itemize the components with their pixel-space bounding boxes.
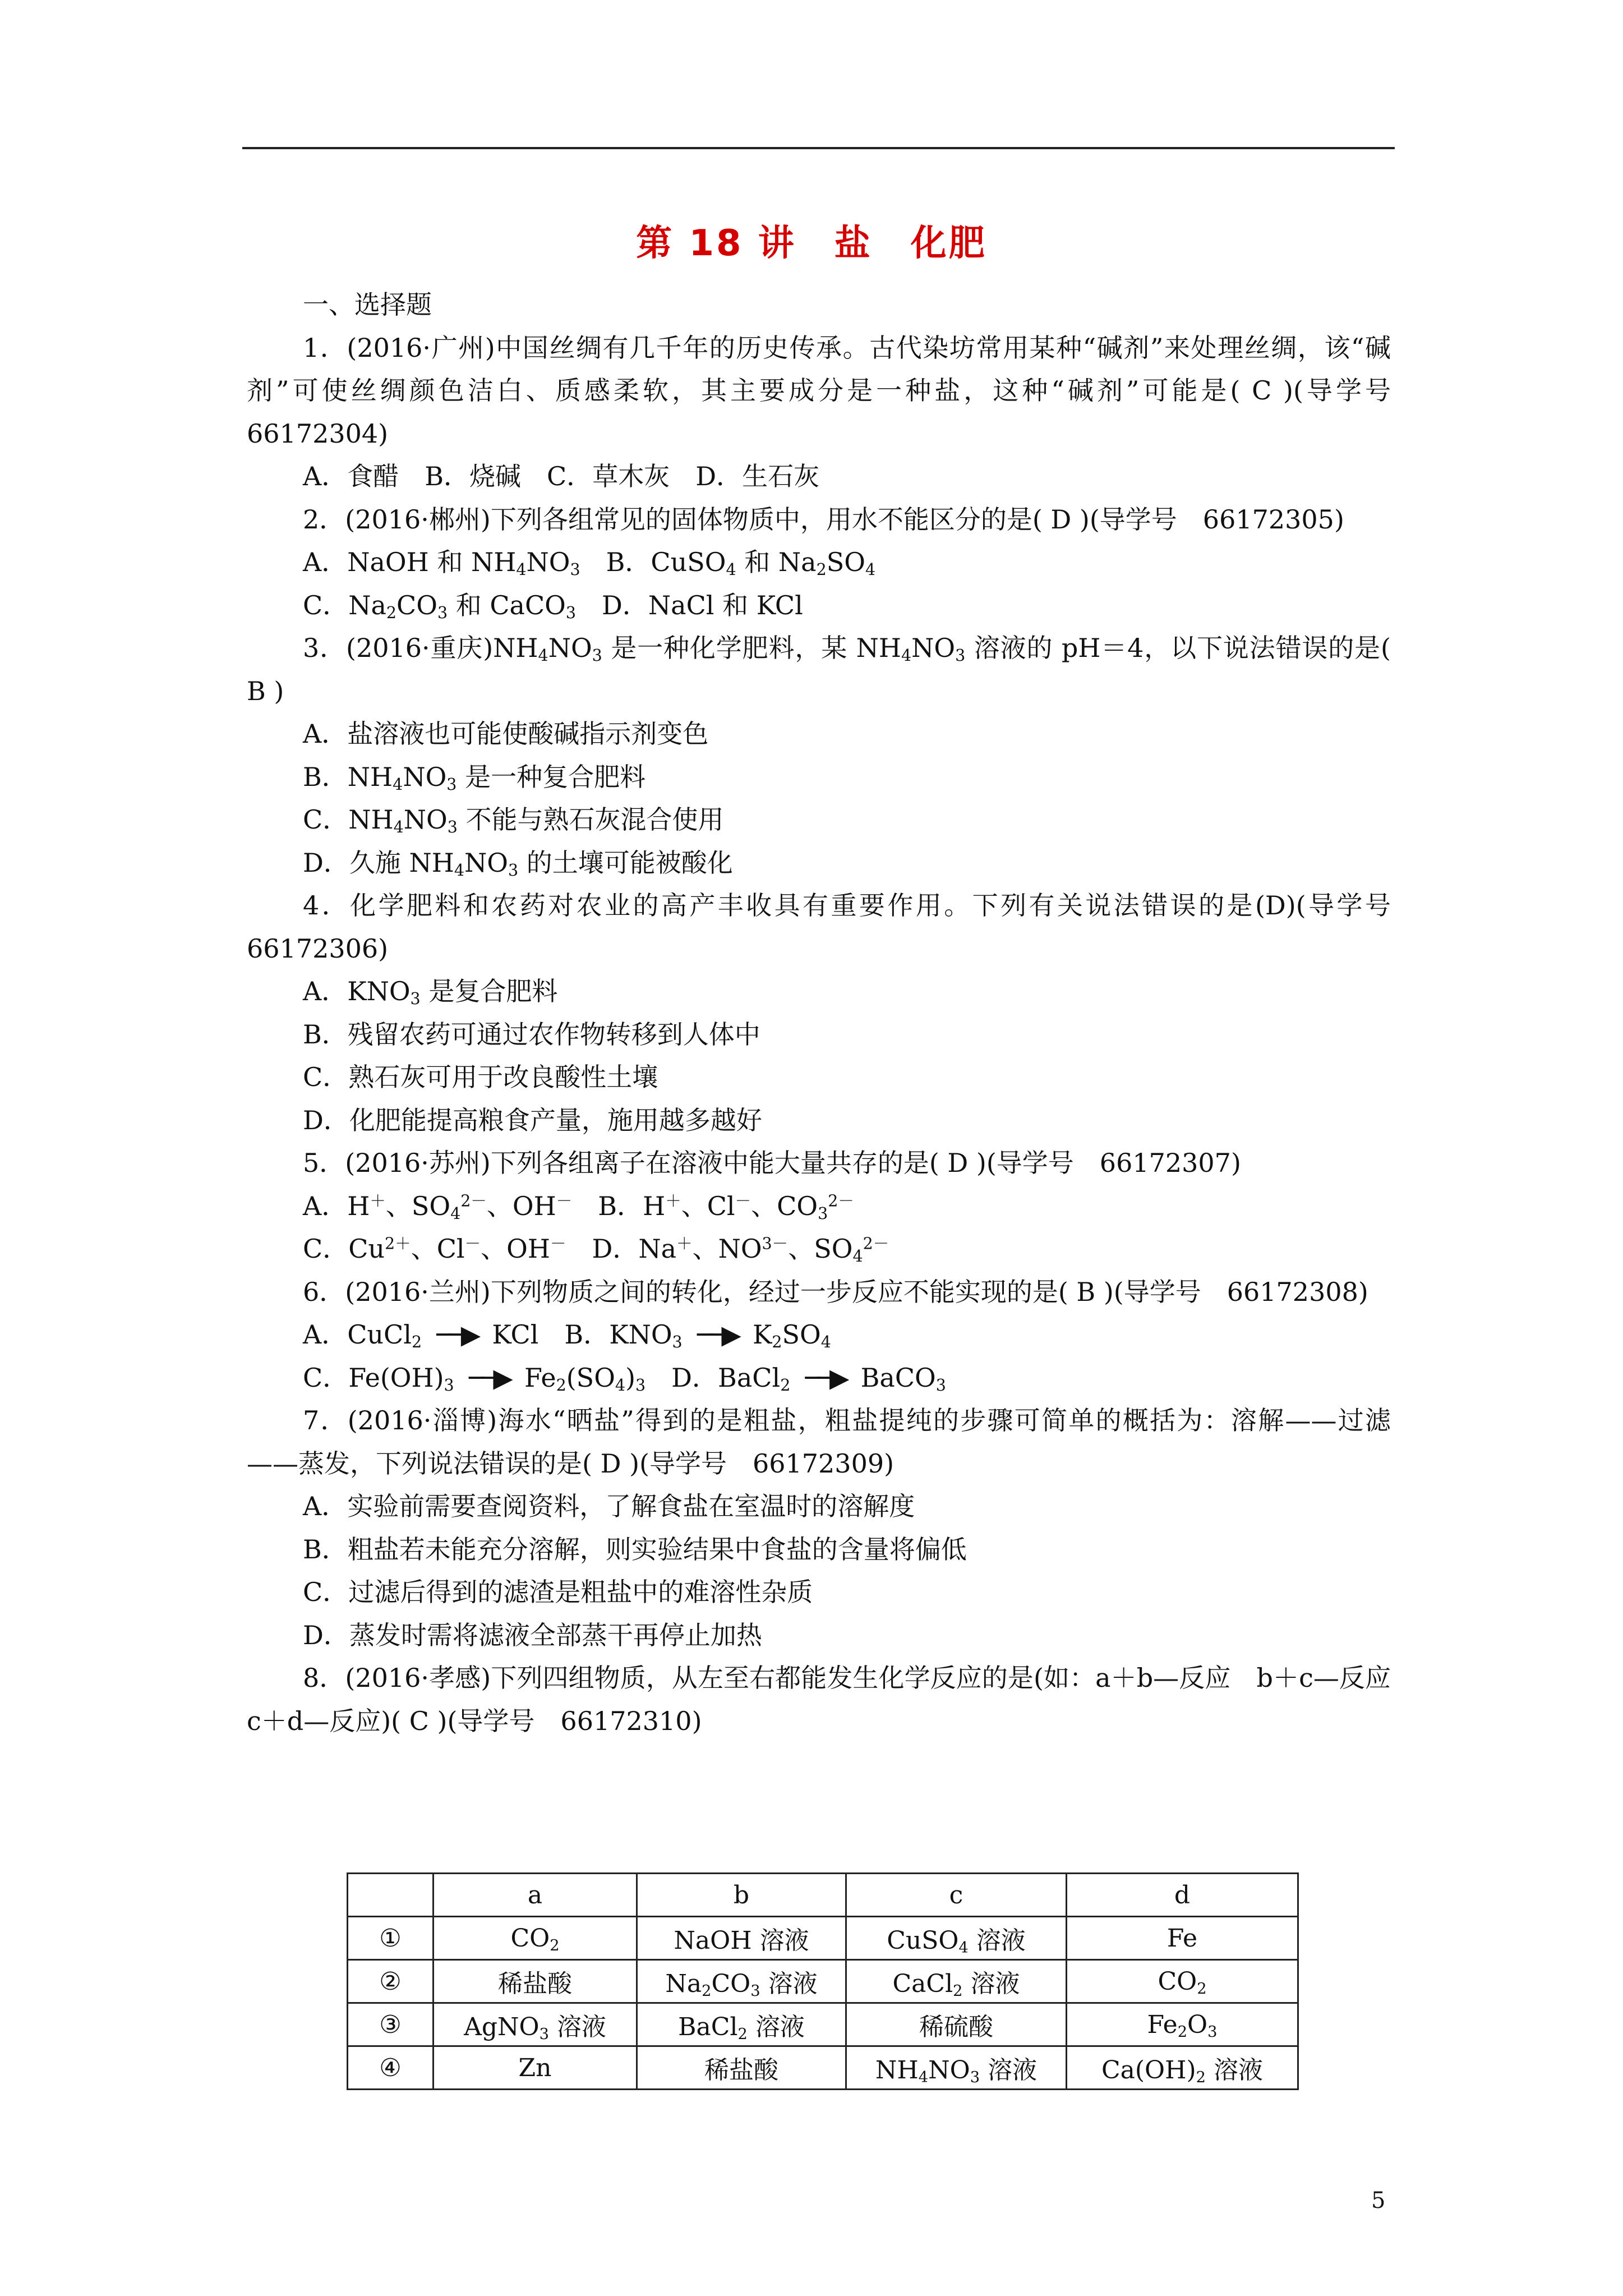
option: A．食醋 — [303, 461, 399, 491]
table-row — [348, 1917, 1298, 1960]
page-number: 5 — [1371, 2188, 1386, 2214]
question-stem: 6．(2016·兰州)下列物质之间的转化，经过一步反应不能实现的是( B )(导学号 66172308) — [303, 1276, 1368, 1307]
option: C．$Fe(OH)_3$ ──▶ $Fe_2(SO_4)_3$ — [303, 1362, 646, 1395]
option: D．蒸发时需将滤液全部蒸干再停止加热 — [303, 1619, 762, 1650]
option: A．盐溶液也可能使酸碱指示剂变色 — [303, 719, 709, 749]
option: B．$NH_4NO_3$ 是一种复合肥料 — [303, 761, 646, 794]
table-cell: c — [846, 1874, 1067, 1917]
table-cell: BaCl$_2$ 溶液 — [637, 2003, 846, 2046]
table-cell: 稀盐酸 — [434, 1960, 637, 2003]
table-cell: 稀盐酸 — [637, 2046, 846, 2090]
option: B．烧碱 — [425, 461, 522, 491]
question-stem: 4．化学肥料和农药对农业的高产丰收具有重要作用。下列有关说法错误的是(D)(导学号 66172306) — [247, 890, 1417, 964]
option: C．草木灰 — [547, 461, 670, 491]
option-line — [247, 1356, 1391, 1400]
table-cell: b — [637, 1874, 846, 1917]
table-cell: CaCl$_2$ 溶液 — [846, 1960, 1067, 2003]
option: D．Na＋、$NO^{3-}$、$SO_4^{2-}$ — [592, 1234, 889, 1266]
question-stem: 5．(2016·苏州)下列各组离子在溶液中能大量共存的是( D )(导学号 66172307) — [303, 1148, 1241, 1178]
option: C．熟石灰可用于改良酸性土壤 — [303, 1062, 658, 1092]
option: C．$Na_2CO_3$ 和 CaCO$_3$ — [303, 590, 577, 622]
table-cell: $NH_4NO_3$ 溶液 — [846, 2046, 1067, 2090]
table-cell: AgNO$_3$ 溶液 — [434, 2003, 637, 2046]
page-title: 第 18 讲 盐 化肥 — [636, 223, 987, 264]
question-stem: 7．(2016·淄博)海水“晒盐”得到的是粗盐，粗盐提纯的步骤可简单的概括为：溶解——过滤——蒸发，下列说法错误的是( D )(导学号 66172309) — [247, 1405, 1391, 1479]
table-row — [348, 2046, 1298, 2090]
table-cell: ④ — [348, 2046, 434, 2090]
option: D．生石灰 — [695, 461, 820, 491]
table-cell: $Ca(OH)_2$ 溶液 — [1067, 2046, 1298, 2090]
table-cell: Zn — [434, 2046, 637, 2090]
option-line — [247, 455, 1391, 498]
table-cell: ② — [348, 1960, 434, 2003]
option: C．$Cu^{2+}$、Cl－、OH－ — [303, 1234, 566, 1264]
table-cell: a — [434, 1874, 637, 1917]
table-cell: $CO_2$ — [434, 1917, 637, 1960]
table-row — [348, 2003, 1298, 2046]
option-line — [247, 1313, 1391, 1356]
option-line — [247, 1056, 1391, 1099]
table-cell: $Fe_2O_3$ — [1067, 2003, 1298, 2046]
option: A．$KNO_3$ 是复合肥料 — [303, 976, 558, 1009]
option-line — [247, 584, 1391, 627]
option-line — [247, 970, 1391, 1013]
table-row — [348, 1960, 1298, 2003]
question-stem: 2．(2016·郴州)下列各组常见的固体物质中，用水不能区分的是( D )(导学号 66172305) — [303, 504, 1344, 535]
option-line — [247, 1185, 1391, 1228]
option-line — [247, 1013, 1391, 1056]
option: B．$KNO_3$ ──▶ $K_2SO_4$ — [564, 1319, 831, 1352]
table-cell: NaOH 溶液 — [637, 1917, 846, 1960]
question-list — [247, 283, 1417, 1742]
option: B．CuSO$_4$ 和 $Na_2SO_4$ — [606, 547, 876, 579]
option: D．NaCl 和 KCl — [602, 590, 803, 620]
option: B．粗盐若未能充分溶解，则实验结果中食盐的含量将偏低 — [303, 1534, 967, 1565]
option: D．化肥能提高粮食产量，施用越多越好 — [303, 1105, 762, 1135]
table-cell: ③ — [348, 2003, 434, 2046]
option-line — [247, 1528, 1391, 1571]
option: B．残留农药可通过农作物转移到人体中 — [303, 1019, 760, 1050]
option: B．H＋、Cl－、$CO_3^{2-}$ — [598, 1190, 854, 1223]
option-line — [247, 798, 1391, 841]
table-cell: d — [1067, 1874, 1298, 1917]
option-line — [247, 1571, 1391, 1614]
option: A．CuCl$_2$ ──▶ KCl — [303, 1319, 539, 1352]
question-stem: 3．(2016·重庆)$NH_4NO_3$ 是一种化学肥料，某 $NH_4NO_3$ 溶液的 pH＝4，以下说法错误的是( B ) — [247, 633, 1391, 706]
header-rule — [242, 147, 1395, 149]
option: A．NaOH 和 $NH_4NO_3$ — [303, 547, 580, 579]
table-cell: $CO_2$ — [1067, 1960, 1298, 2003]
option: C．过滤后得到的滤渣是粗盐中的难溶性杂质 — [303, 1577, 813, 1607]
table-cell: ① — [348, 1917, 434, 1960]
option-line — [247, 841, 1391, 885]
question-stem: 1．(2016·广州)中国丝绸有几千年的历史传承。古代染坊常用某种“碱剂”来处理丝绸，该“碱剂”可使丝绸颜色洁白、质感柔软，其主要成分是一种盐，这种“碱剂”可能是( C )(导学号 66172304) — [247, 332, 1417, 449]
option-line — [247, 712, 1391, 756]
option-line — [247, 1099, 1391, 1142]
option: A．H＋、$SO_4^{2-}$、OH－ — [303, 1190, 573, 1223]
table-cell — [348, 1874, 434, 1917]
option: C．$NH_4NO_3$ 不能与熟石灰混合使用 — [303, 804, 724, 837]
option-line — [247, 1614, 1391, 1657]
option: A．实验前需要查阅资料，了解食盐在室温时的溶解度 — [303, 1491, 915, 1521]
option-line — [247, 541, 1391, 584]
option: D．久施 $NH_4NO_3$ 的土壤可能被酸化 — [303, 847, 733, 880]
option-line — [247, 1485, 1391, 1528]
section-heading: 一、选择题 — [303, 289, 432, 320]
table-cell: Fe — [1067, 1917, 1298, 1960]
option-line — [247, 1227, 1391, 1271]
option-line — [247, 756, 1391, 799]
q8-table — [347, 1872, 1299, 2090]
question-stem: 8．(2016·孝感)下列四组物质，从左至右都能发生化学反应的是(如：a＋b—反应 b＋c—反应 c＋d—反应)( C )(导学号 66172310) — [247, 1663, 1417, 1736]
option: D．BaCl$_2$ ──▶ BaCO$_3$ — [671, 1362, 946, 1395]
table-header-row — [348, 1874, 1298, 1917]
table-cell: $Na_2CO_3$ 溶液 — [637, 1960, 846, 2003]
table-cell: CuSO$_4$ 溶液 — [846, 1917, 1067, 1960]
table-cell: 稀硫酸 — [846, 2003, 1067, 2046]
